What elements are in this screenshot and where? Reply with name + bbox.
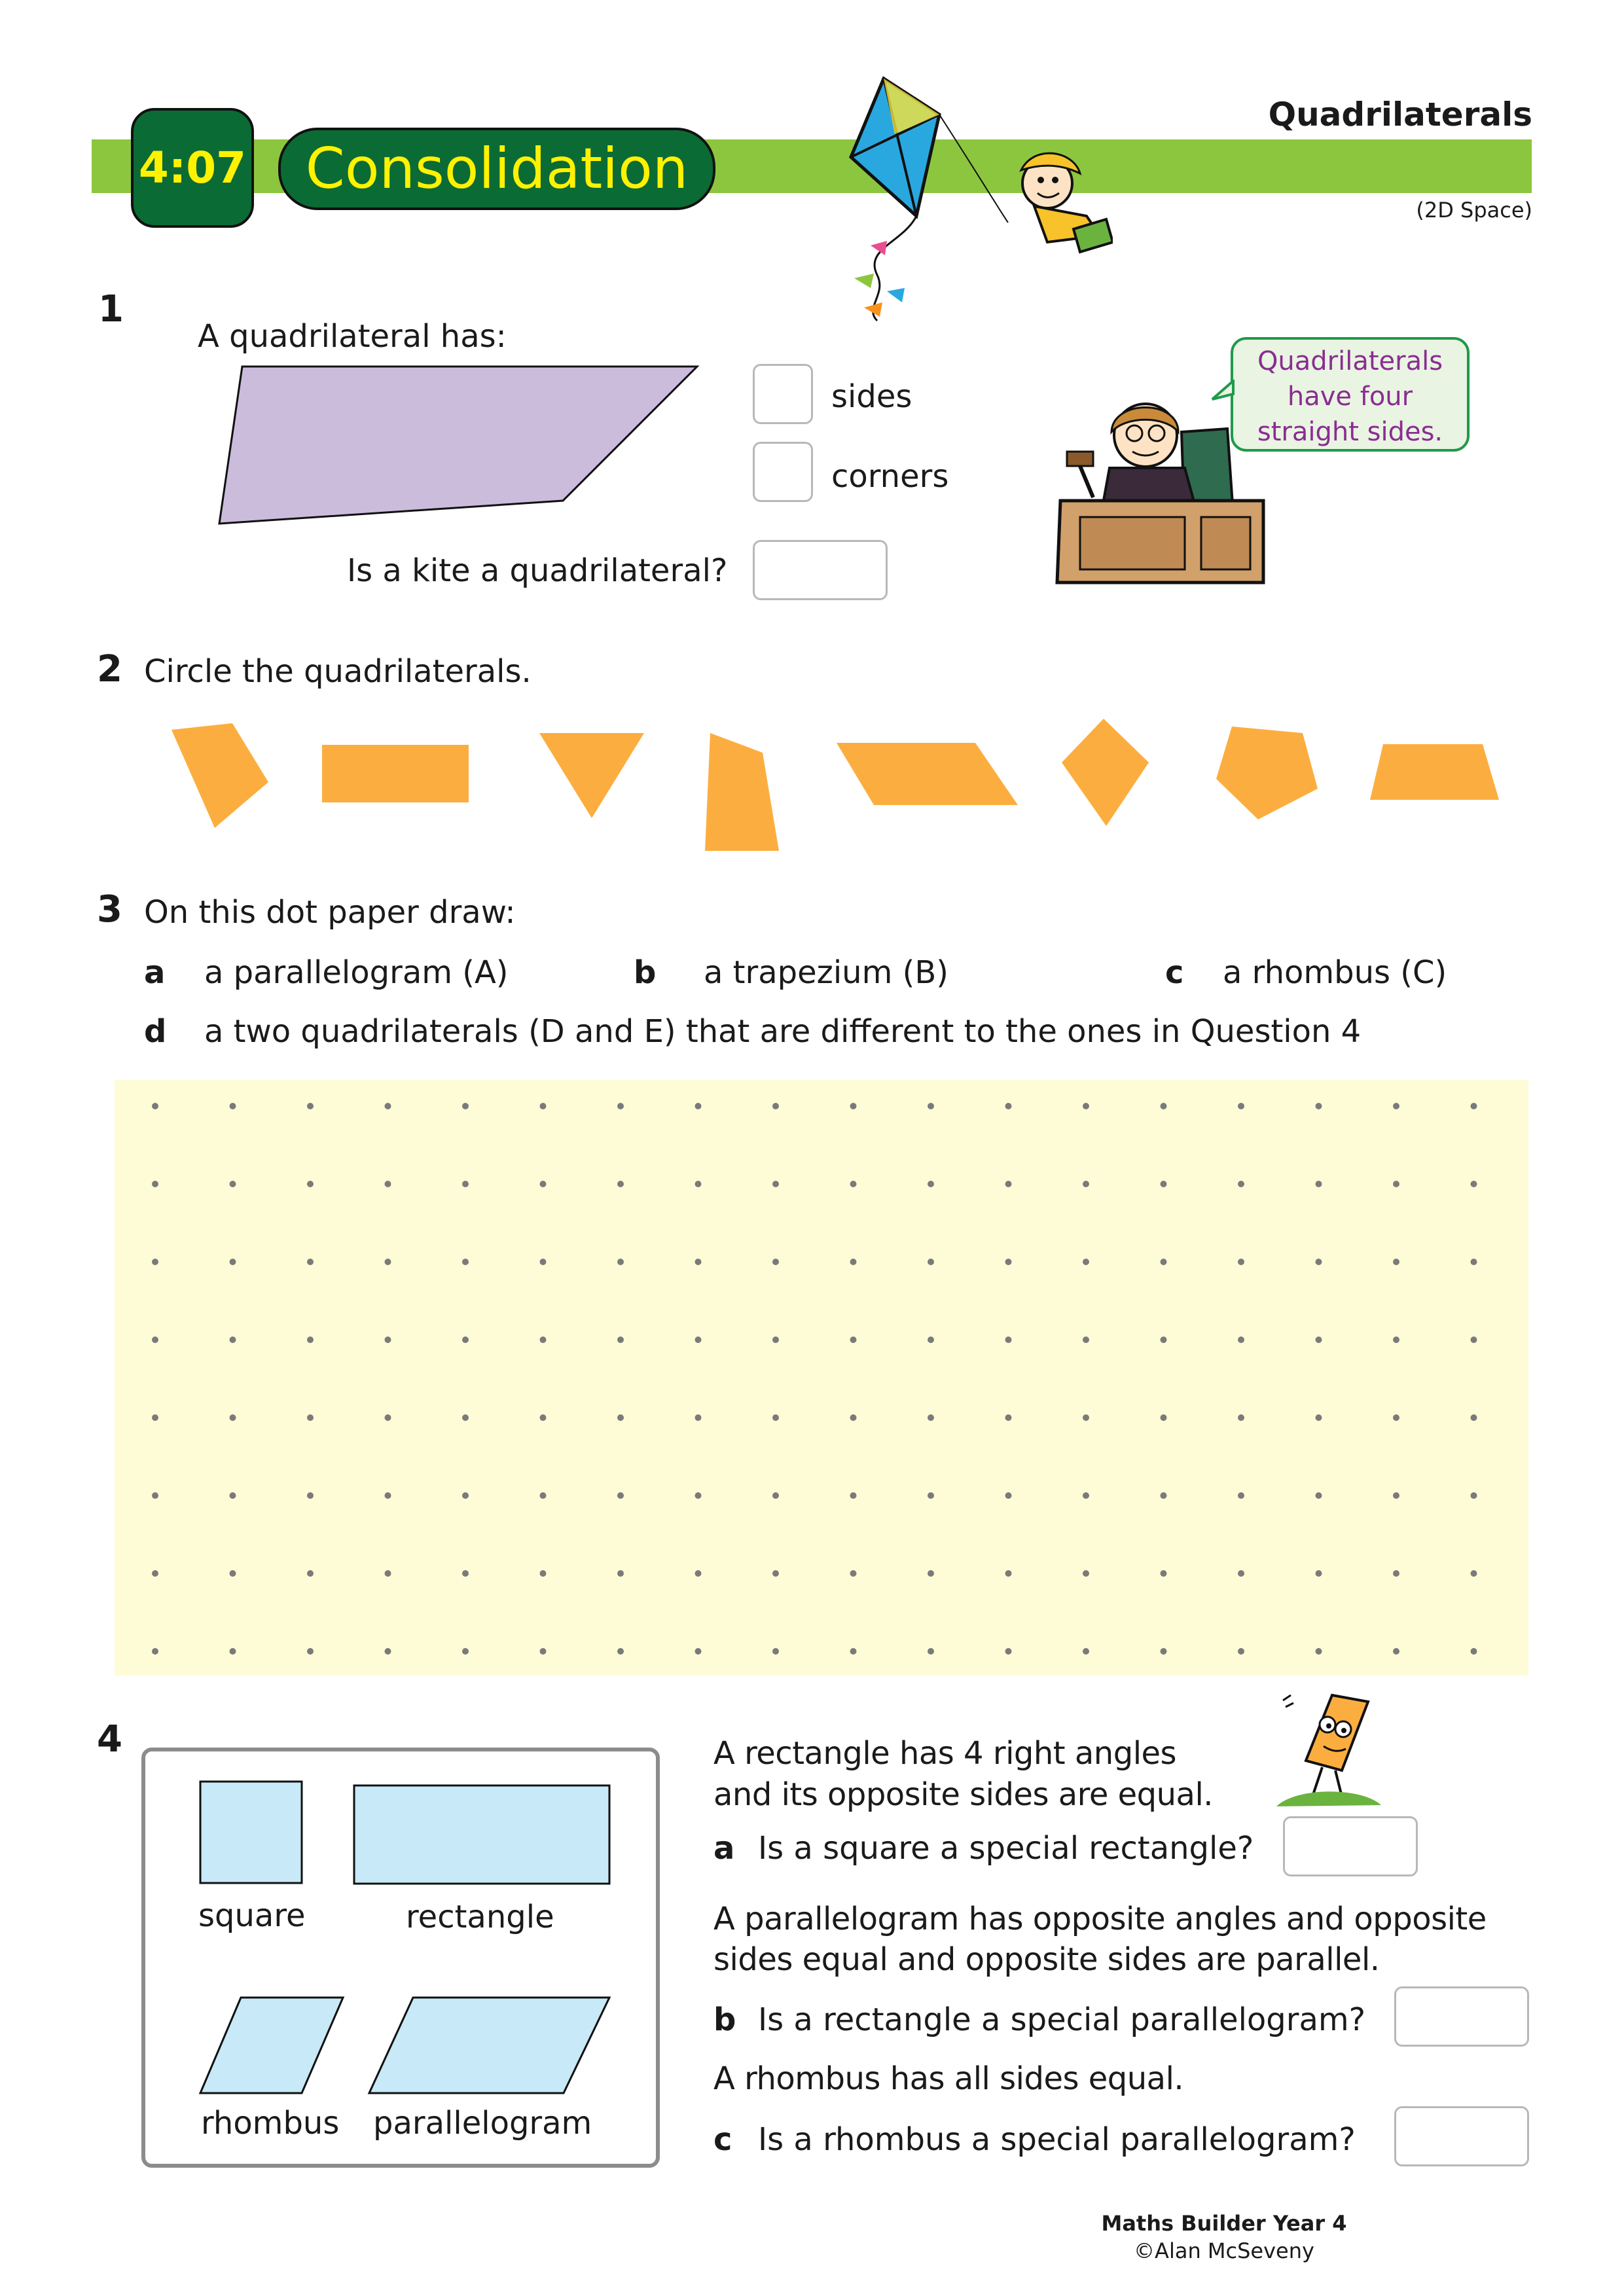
grid-dot [850, 1648, 857, 1655]
grid-dot [1005, 1570, 1012, 1577]
subtopic-label: (2D Space) [1416, 198, 1532, 223]
grid-dot [307, 1648, 314, 1655]
q2-shapes-row [0, 713, 1624, 857]
grid-dot [1161, 1414, 1167, 1421]
dot-paper-drawing-area[interactable] [115, 1080, 1528, 1676]
grid-dot [617, 1414, 624, 1421]
q4-shapes [141, 1748, 659, 2166]
rectangle-fact-line-1: A rectangle has 4 right angles [713, 1735, 1177, 1772]
grid-dot [1238, 1259, 1244, 1265]
grid-dot [1471, 1570, 1477, 1577]
speech-line-3: straight sides. [1257, 417, 1443, 447]
grid-dot [1083, 1259, 1089, 1265]
grid-dot [230, 1336, 236, 1343]
grid-dot [772, 1259, 779, 1265]
grid-dot [540, 1492, 547, 1499]
grid-dot [695, 1103, 702, 1109]
q2-shape-8 [1370, 744, 1499, 800]
grid-dot [152, 1570, 158, 1577]
q4-question-a-text: Is a square a special rectangle? [758, 1830, 1254, 1867]
grid-dot [617, 1181, 624, 1187]
q4-rhombus-shape [200, 1998, 343, 2093]
speech-line-2: have four [1287, 382, 1413, 412]
grid-dot [462, 1336, 469, 1343]
grid-dot [617, 1570, 624, 1577]
grid-dot [850, 1336, 857, 1343]
grid-dot [230, 1492, 236, 1499]
grid-dot [617, 1103, 624, 1109]
q4-question-b-letter: b [713, 2001, 736, 2038]
section-title-badge: Consolidation [278, 128, 715, 210]
grid-dot [230, 1414, 236, 1421]
grid-dot [1316, 1103, 1322, 1109]
grid-dot [1316, 1336, 1322, 1343]
grid-dot [1238, 1181, 1244, 1187]
q4-parallelogram-shape [369, 1998, 609, 2093]
grid-dot [1316, 1648, 1322, 1655]
grid-dot [1316, 1492, 1322, 1499]
grid-dot [540, 1648, 547, 1655]
grid-dot [928, 1648, 934, 1655]
grid-dot [695, 1570, 702, 1577]
grid-dot [152, 1336, 158, 1343]
grid-dot [850, 1570, 857, 1577]
question-4-number: 4 [97, 1718, 122, 1761]
q4-rectangle-shape [354, 1785, 609, 1884]
q4-question-c-text: Is a rhombus a special parallelogram? [758, 2121, 1356, 2158]
grid-dot [850, 1259, 857, 1265]
q4-answer-a-box[interactable] [1283, 1816, 1418, 1876]
grid-dot [1083, 1336, 1089, 1343]
grid-dot [1005, 1648, 1012, 1655]
grid-dot [850, 1103, 857, 1109]
q3-item-c-letter: c [1165, 954, 1184, 991]
grid-dot [850, 1181, 857, 1187]
grid-dot [1238, 1336, 1244, 1343]
grid-dot [1393, 1336, 1399, 1343]
kite-question: Is a kite a quadrilateral? [347, 552, 728, 589]
grid-dot [928, 1336, 934, 1343]
grid-dot [1005, 1336, 1012, 1343]
speech-bubble-tail [1211, 380, 1237, 406]
grid-dot [1161, 1103, 1167, 1109]
grid-dot [230, 1648, 236, 1655]
speech-bubble [1231, 337, 1470, 452]
grid-dot [1083, 1648, 1089, 1655]
grid-dot [385, 1103, 391, 1109]
grid-dot [617, 1259, 624, 1265]
grid-dot [617, 1492, 624, 1499]
grid-dot [385, 1492, 391, 1499]
parallelogram-fact-line-1: A parallelogram has opposite angles and opposite [713, 1901, 1487, 1937]
grid-dot [1238, 1648, 1244, 1655]
grid-dot [152, 1103, 158, 1109]
grid-dot [540, 1181, 547, 1187]
grid-dot [928, 1103, 934, 1109]
grid-dot [385, 1414, 391, 1421]
grid-dot [928, 1181, 934, 1187]
grid-dot [928, 1570, 934, 1577]
topic-title: Quadrilaterals [1268, 96, 1532, 134]
grid-dot [1471, 1648, 1477, 1655]
sides-answer-box[interactable] [753, 364, 813, 424]
grid-dot [695, 1181, 702, 1187]
q4-answer-b-box[interactable] [1394, 1986, 1529, 2047]
grid-dot [540, 1414, 547, 1421]
grid-dot [928, 1414, 934, 1421]
grid-dot [617, 1648, 624, 1655]
grid-dot [152, 1181, 158, 1187]
corners-answer-box[interactable] [753, 442, 813, 502]
grid-dot [385, 1336, 391, 1343]
kite-answer-box[interactable] [753, 540, 888, 600]
grid-dot [1316, 1570, 1322, 1577]
q2-shape-2 [322, 745, 469, 802]
parallelogram-fact-line-2: sides equal and opposite sides are parallel. [713, 1941, 1380, 1978]
q2-shape-4 [705, 733, 779, 851]
grid-dot [1393, 1181, 1399, 1187]
grid-dot [1005, 1414, 1012, 1421]
q4-question-b-text: Is a rectangle a special parallelogram? [758, 2001, 1366, 2038]
grid-dot [695, 1492, 702, 1499]
q4-question-a-letter: a [713, 1830, 735, 1867]
grid-dot [540, 1336, 547, 1343]
grid-dot [1471, 1259, 1477, 1265]
rhombus-label: rhombus [201, 2105, 340, 2142]
q4-answer-c-box[interactable] [1394, 2106, 1529, 2166]
grid-dot [1316, 1181, 1322, 1187]
grid-dot [1161, 1570, 1167, 1577]
rectangle-fact-line-2: and its opposite sides are equal. [713, 1776, 1214, 1813]
grid-dot [928, 1259, 934, 1265]
grid-dot [772, 1492, 779, 1499]
grid-dot [1393, 1414, 1399, 1421]
grid-dot [1083, 1181, 1089, 1187]
q1-parallelogram-shape [216, 363, 700, 527]
square-label: square [198, 1897, 306, 1934]
question-3-number: 3 [97, 888, 122, 931]
q4-question-c-letter: c [713, 2121, 732, 2158]
q2-shape-1 [171, 723, 268, 828]
q2-shape-7 [1216, 726, 1318, 819]
grid-dot [695, 1648, 702, 1655]
grid-dot [772, 1648, 779, 1655]
grid-dot [462, 1492, 469, 1499]
grid-dot [307, 1336, 314, 1343]
grid-dot [1083, 1492, 1089, 1499]
grid-dot [1471, 1414, 1477, 1421]
grid-dot [1471, 1181, 1477, 1187]
question-2-number: 2 [97, 648, 122, 691]
grid-dot [152, 1259, 158, 1265]
grid-dot [617, 1336, 624, 1343]
grid-dot [1238, 1570, 1244, 1577]
q2-shape-6 [1062, 719, 1149, 826]
grid-dot [772, 1103, 779, 1109]
grid-dot [1005, 1103, 1012, 1109]
question-1-number: 1 [98, 288, 124, 331]
rhombus-character-illustration [1270, 1689, 1388, 1813]
grid-dot [385, 1648, 391, 1655]
grid-dot [772, 1570, 779, 1577]
q3-item-d-letter: d [144, 1013, 167, 1050]
q3-item-b-letter: b [634, 954, 657, 991]
grid-dot [307, 1181, 314, 1187]
grid-dot [230, 1259, 236, 1265]
grid-dot [1393, 1648, 1399, 1655]
grid-dot [462, 1648, 469, 1655]
grid-dot [695, 1259, 702, 1265]
grid-dot [1083, 1570, 1089, 1577]
grid-dot [928, 1492, 934, 1499]
grid-dot [850, 1492, 857, 1499]
grid-dot [152, 1414, 158, 1421]
grid-dot [1393, 1259, 1399, 1265]
grid-dot [230, 1570, 236, 1577]
q3-item-b-text: a trapezium (B) [704, 954, 948, 991]
grid-dot [307, 1103, 314, 1109]
grid-dot [1161, 1336, 1167, 1343]
grid-dot [230, 1103, 236, 1109]
grid-dot [385, 1570, 391, 1577]
grid-dot [152, 1492, 158, 1499]
grid-dot [385, 1181, 391, 1187]
grid-dot [1161, 1648, 1167, 1655]
q3-item-d-text: a two quadrilaterals (D and E) that are different to the ones in Question 4 [204, 1013, 1362, 1050]
corners-label: corners [831, 458, 949, 495]
grid-dot [1393, 1103, 1399, 1109]
grid-dot [1083, 1103, 1089, 1109]
grid-dot [772, 1181, 779, 1187]
speech-line-1: Quadrilaterals [1257, 346, 1443, 376]
grid-dot [307, 1570, 314, 1577]
grid-dot [772, 1336, 779, 1343]
grid-dot [1161, 1492, 1167, 1499]
grid-dot [1471, 1336, 1477, 1343]
q2-shape-3 [539, 733, 644, 818]
q4-square-shape [200, 1782, 302, 1883]
grid-dot [1316, 1259, 1322, 1265]
grid-dot [462, 1181, 469, 1187]
dot-grid [115, 1080, 1528, 1676]
rhombus-fact: A rhombus has all sides equal. [713, 2060, 1184, 2097]
grid-dot [462, 1570, 469, 1577]
grid-dot [307, 1492, 314, 1499]
grid-dot [462, 1414, 469, 1421]
grid-dot [1393, 1492, 1399, 1499]
grid-dot [1083, 1414, 1089, 1421]
grid-dot [540, 1103, 547, 1109]
grid-dot [540, 1259, 547, 1265]
grid-dot [1471, 1103, 1477, 1109]
grid-dot [1161, 1181, 1167, 1187]
q3-prompt: On this dot paper draw: [144, 894, 516, 931]
grid-dot [462, 1259, 469, 1265]
grid-dot [307, 1259, 314, 1265]
kite-boy-illustration [825, 65, 1113, 327]
grid-dot [1238, 1492, 1244, 1499]
grid-dot [1238, 1103, 1244, 1109]
grid-dot [230, 1181, 236, 1187]
footer-copyright: ©Alan McSeveny [1134, 2238, 1314, 2263]
section-code-badge: 4:07 [131, 108, 254, 228]
grid-dot [152, 1648, 158, 1655]
grid-dot [1005, 1181, 1012, 1187]
grid-dot [1393, 1570, 1399, 1577]
grid-dot [385, 1259, 391, 1265]
grid-dot [695, 1336, 702, 1343]
grid-dot [772, 1414, 779, 1421]
q1-prompt: A quadrilateral has: [198, 318, 507, 355]
q2-prompt: Circle the quadrilaterals. [144, 653, 532, 690]
grid-dot [1005, 1259, 1012, 1265]
grid-dot [540, 1570, 547, 1577]
grid-dot [1471, 1492, 1477, 1499]
parallelogram-label: parallelogram [373, 2105, 592, 2142]
q3-item-a-text: a parallelogram (A) [204, 954, 509, 991]
grid-dot [695, 1414, 702, 1421]
footer-book-title: Maths Builder Year 4 [1101, 2211, 1347, 2236]
grid-dot [1161, 1259, 1167, 1265]
q3-item-a-letter: a [144, 954, 166, 991]
grid-dot [1238, 1414, 1244, 1421]
sides-label: sides [831, 378, 912, 415]
grid-dot [850, 1414, 857, 1421]
q3-item-c-text: a rhombus (C) [1223, 954, 1447, 991]
grid-dot [1005, 1492, 1012, 1499]
grid-dot [462, 1103, 469, 1109]
rectangle-label: rectangle [406, 1899, 554, 1935]
q2-shape-5 [837, 743, 1018, 805]
grid-dot [1316, 1414, 1322, 1421]
grid-dot [307, 1414, 314, 1421]
